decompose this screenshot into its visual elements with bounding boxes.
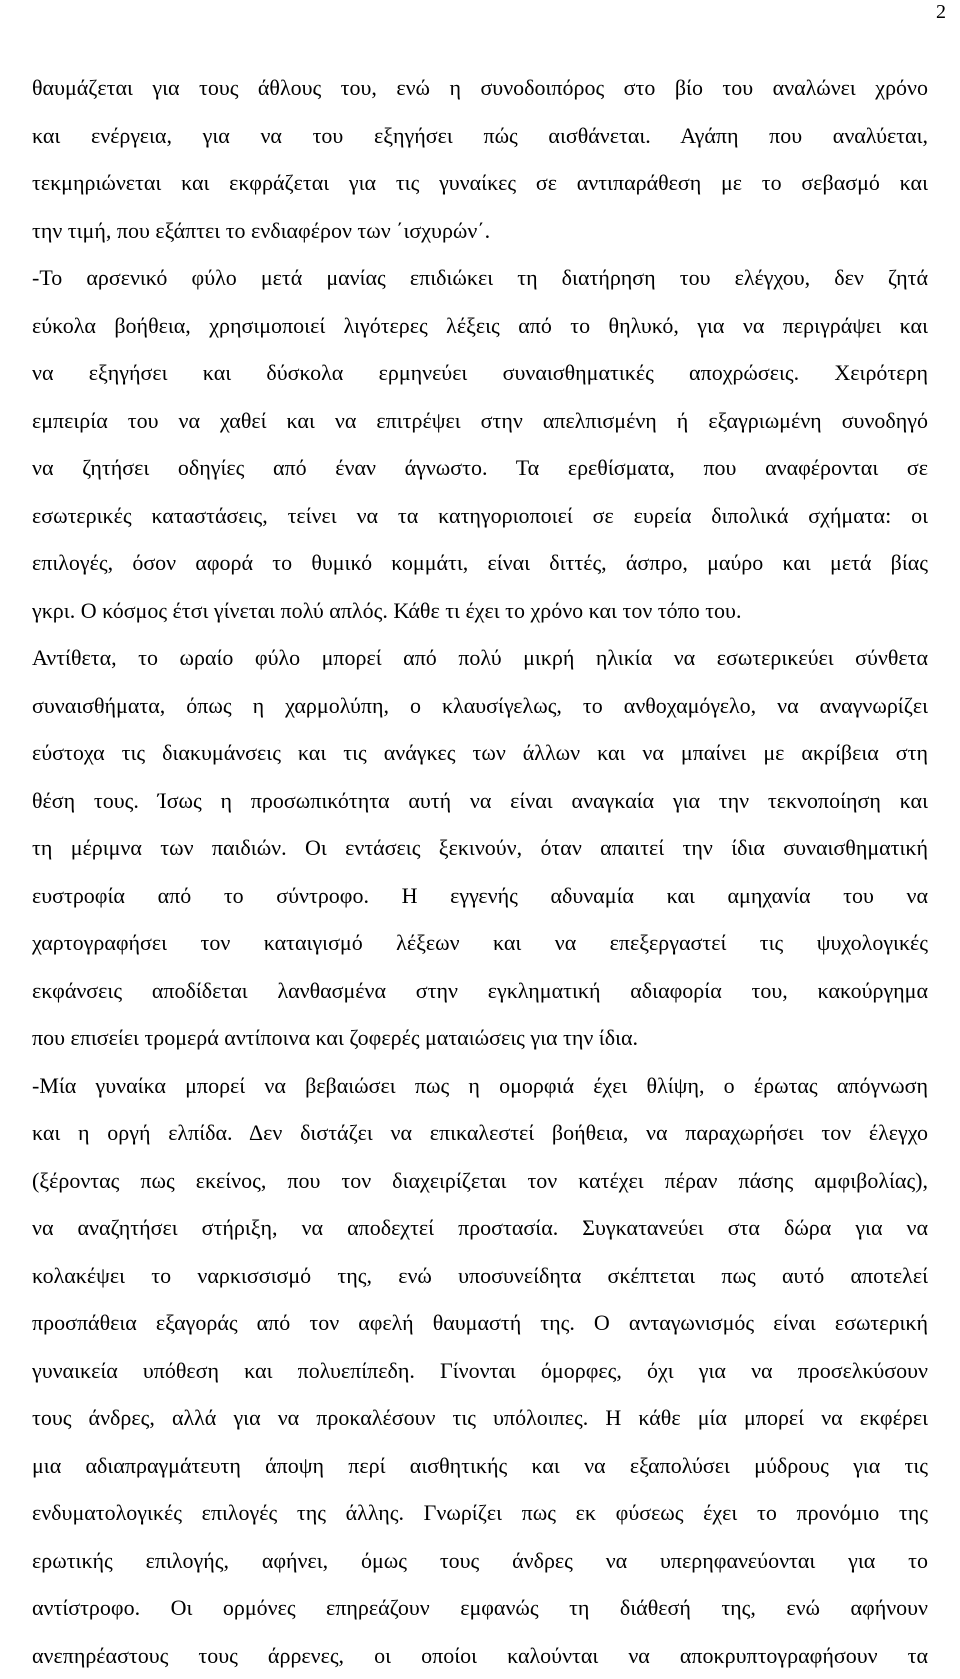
document-body <box>32 64 928 1679</box>
text-line: χαρτογραφήσει τον καταιγισμό λέξεων και να επεξεργαστεί τις ψυχολογικές <box>32 919 928 967</box>
text-line: και η οργή ελπίδα. Δεν διστάζει να επικαλεστεί βοήθεια, να παραχωρήσει τον έλεγχο <box>32 1109 928 1157</box>
text-line: να εξηγήσει και δύσκολα ερμηνεύει συναισθηματικές αποχρώσεις. Χειρότερη <box>32 349 928 397</box>
text-line: ευστροφία από το σύντροφο. Η εγγενής αδυναμία και αμηχανία του να <box>32 872 928 920</box>
text-line: συναισθήματα, όπως η χαρμολύπη, ο κλαυσίγελως, το ανθοχαμόγελο, να αναγνωρίζει <box>32 682 928 730</box>
text-line: τους άνδρες, αλλά για να προκαλέσουν τις υπόλοιπες. Η κάθε μία μπορεί να εκφέρει <box>32 1394 928 1442</box>
text-line: θέση τους. Ίσως η προσωπικότητα αυτή να είναι αναγκαία για την τεκνοποίηση και <box>32 777 928 825</box>
text-line: γκρι. Ο κόσμος έτσι γίνεται πολύ απλός. Κάθε τι έχει το χρόνο και τον τόπο του. <box>32 587 928 635</box>
text-line: -Μία γυναίκα μπορεί να βεβαιώσει πως η ομορφιά έχει θλίψη, ο έρωτας απόγνωση <box>32 1062 928 1110</box>
text-line: να αναζητήσει στήριξη, να αποδεχτεί προστασία. Συγκατανεύει στα δώρα για να <box>32 1204 928 1252</box>
text-line: εκφάνσεις αποδίδεται λανθασμένα στην εγκληματική αδιαφορία του, κακούργημα <box>32 967 928 1015</box>
text-line: εμπειρία του να χαθεί και να επιτρέψει στην απελπισμένη ή εξαγριωμένη συνοδηγό <box>32 397 928 445</box>
text-line: την τιμή, που εξάπτει το ενδιαφέρον των ΄ισχυρών΄. <box>32 207 928 255</box>
text-line: προσπάθεια εξαγοράς από τον αφελή θαυμαστή της. Ο ανταγωνισμός είναι εσωτερική <box>32 1299 928 1347</box>
text-line: εύστοχα τις διακυμάνσεις και τις ανάγκες των άλλων και να μπαίνει με ακρίβεια στη <box>32 729 928 777</box>
text-line: να ζητήσει οδηγίες από έναν άγνωστο. Τα ερεθίσματα, που αναφέρονται σε <box>32 444 928 492</box>
text-line: τεκμηριώνεται και εκφράζεται για τις γυναίκες σε αντιπαράθεση με το σεβασμό και <box>32 159 928 207</box>
text-line: ανεπηρέαστους τους άρρενες, οι οποίοι καλούνται να αποκρυπτογραφήσουν τα <box>32 1632 928 1679</box>
text-line: θαυμάζεται για τους άθλους του, ενώ η συνοδοιπόρος στο βίο του αναλώνει χρόνο <box>32 64 928 112</box>
text-line: ενδυματολογικές επιλογές της άλλης. Γνωρίζει πως εκ φύσεως έχει το προνόμιο της <box>32 1489 928 1537</box>
text-line: εύκολα βοήθεια, χρησιμοποιεί λιγότερες λέξεις από το θηλυκό, για να περιγράψει και <box>32 302 928 350</box>
text-line: κολακέψει το ναρκισσισμό της, ενώ υποσυνείδητα σκέπτεται πως αυτό αποτελεί <box>32 1252 928 1300</box>
text-line: εσωτερικές καταστάσεις, τείνει να τα κατηγοριοποιεί σε ευρεία διπολικά σχήματα: οι <box>32 492 928 540</box>
text-line: -Το αρσενικό φύλο μετά μανίας επιδιώκει τη διατήρηση του ελέγχου, δεν ζητά <box>32 254 928 302</box>
text-line: που επισείει τρομερά αντίποινα και ζοφερές ματαιώσεις για την ίδια. <box>32 1014 928 1062</box>
text-line: μια αδιαπραγμάτευτη άποψη περί αισθητικής και να εξαπολύσει μύδρους για τις <box>32 1442 928 1490</box>
text-line: τη μέριμνα των παιδιών. Οι εντάσεις ξεκινούν, όταν απαιτεί την ίδια συναισθηματική <box>32 824 928 872</box>
page-number: 2 <box>936 0 946 24</box>
text-line: ερωτικής επιλογής, αφήνει, όμως τους άνδρες να υπερηφανεύονται για το <box>32 1537 928 1585</box>
text-line: και ενέργεια, για να του εξηγήσει πώς αισθάνεται. Αγάπη που αναλύεται, <box>32 112 928 160</box>
text-line: αντίστροφο. Οι ορμόνες επηρεάζουν εμφανώς τη διάθεσή της, ενώ αφήνουν <box>32 1584 928 1632</box>
text-line: επιλογές, όσον αφορά το θυμικό κομμάτι, είναι διττές, άσπρο, μαύρο και μετά βίας <box>32 539 928 587</box>
text-line: (ξέροντας πως εκείνος, που τον διαχειρίζεται τον κατέχει πέραν πάσης αμφιβολίας), <box>32 1157 928 1205</box>
text-line: Αντίθετα, το ωραίο φύλο μπορεί από πολύ μικρή ηλικία να εσωτερικεύει σύνθετα <box>32 634 928 682</box>
text-line: γυναικεία υπόθεση και πολυεπίπεδη. Γίνονται όμορφες, όχι για να προσελκύσουν <box>32 1347 928 1395</box>
